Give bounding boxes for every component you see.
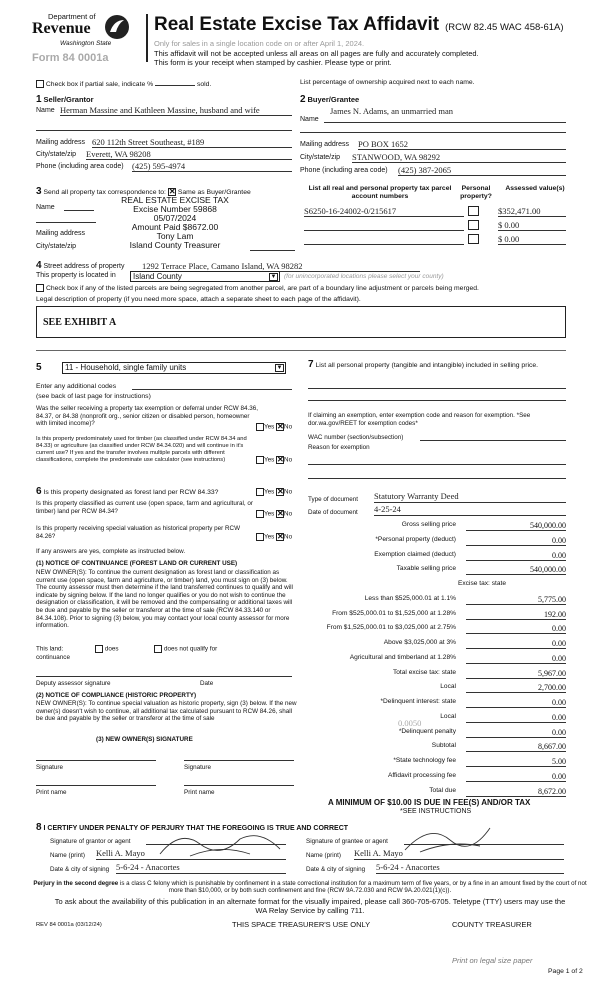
- header-sub3: This form is your receipt when stamped by cashier. Please type or print.: [154, 58, 392, 67]
- this-land-row: This land: does does not qualify for: [36, 645, 218, 653]
- tax-row-value[interactable]: 0.00: [466, 728, 566, 738]
- legal-description-box[interactable]: [36, 306, 566, 338]
- corr-name-row: Name: [36, 204, 55, 211]
- grantee-date-field[interactable]: 5-6-24 - Anacortes: [376, 864, 564, 874]
- partial-sale-checkbox[interactable]: [36, 80, 44, 88]
- section7-heading: 7 List all personal property (tangible and intangible) included in selling price.: [308, 359, 539, 370]
- seller-blank-line: [36, 130, 292, 131]
- tax-row-label: Excise tax: state: [457, 580, 506, 587]
- owner2-signature-label: Signature: [184, 764, 211, 771]
- header-divider: [146, 14, 148, 62]
- title-text: Real Estate Excise Tax Affidavit: [154, 14, 440, 35]
- q6-2-answer: Yes ✕ No: [256, 510, 292, 518]
- buyer-city-row: City/state/zip STANWOOD, WA 98292: [300, 154, 566, 161]
- chevron-down-icon: ▼: [276, 365, 283, 371]
- doc-date-row: Date of document 4-25-24: [308, 509, 566, 517]
- dept-line3: Washington State: [60, 40, 112, 47]
- q6-1-no-checkbox[interactable]: [276, 488, 284, 496]
- tax-row: [312, 669, 566, 681]
- q6-2-yes-checkbox[interactable]: [256, 510, 264, 518]
- parcel-value[interactable]: $352,471.00: [498, 206, 566, 217]
- tax-row: [312, 742, 566, 754]
- q5-2-yes-checkbox[interactable]: [256, 456, 264, 464]
- tax-row-value[interactable]: 0.00: [466, 772, 566, 782]
- grantee-sig-row: Signature of grantee or agent: [306, 838, 568, 846]
- dept-line2: Revenue: [32, 20, 91, 37]
- grantor-name-row: Name (print) Kelli A. Mayo: [50, 852, 290, 860]
- doc-type-row: Type of document Statutory Warranty Deed: [308, 496, 566, 504]
- grantee-name-row: Name (print) Kelli A. Mayo: [306, 852, 568, 860]
- tax-row-label: From $525,000.01 to $1,525,000 at 1.28%: [332, 609, 456, 617]
- notice3-title: (3) NEW OWNER(S) SIGNATURE: [96, 736, 193, 743]
- county-note: (for unincorporated locations please select your county): [284, 273, 444, 280]
- section5-num: 5: [36, 362, 42, 373]
- grantor-sig-row: Signature of grantor or agent: [50, 838, 290, 846]
- street-row: 4 Street address of property 1292 Terrace Place, Camano Island, WA 98282: [36, 260, 566, 271]
- q6-1-yes-checkbox[interactable]: [256, 488, 264, 496]
- parcel-row: [304, 206, 568, 218]
- tax-row-label: Gross selling price: [401, 521, 456, 528]
- print-legal-note: Print on legal size paper: [452, 956, 533, 965]
- tax-row: [312, 521, 566, 533]
- buyer-mailing-field[interactable]: PO BOX 1652: [358, 139, 566, 150]
- personal-property-checkbox[interactable]: [468, 234, 479, 244]
- continuance-label: continuance: [36, 654, 70, 661]
- seller-mailing-row: Mailing address 620 112th Street Southeast, #189: [36, 139, 292, 146]
- county-select[interactable]: Island County ▼: [130, 271, 280, 282]
- doc-type-field[interactable]: Statutory Warranty Deed: [374, 493, 566, 503]
- correspondence-heading: 3 Send all property tax correspondence to: ✕ Same as Buyer/Grantee: [36, 186, 298, 197]
- tax-row-label: Total due: [429, 786, 456, 794]
- tax-row-label: *Delinquent interest: state: [380, 698, 456, 705]
- deputy-date-label: Date: [200, 680, 214, 687]
- exemption-label: If claiming an exemption, enter exemption code and reason for exemption. *See dor.wa.gov/REET for exemption codes*: [308, 412, 531, 427]
- parcel-number[interactable]: [304, 220, 464, 231]
- treasurer-space: THIS SPACE TREASURER'S USE ONLY: [232, 920, 371, 929]
- tax-row-label: Affidavit processing fee: [387, 771, 456, 779]
- notice1-title: (1) NOTICE OF CONTINUANCE (FOREST LAND OR CURRENT USE): [36, 560, 238, 567]
- wac-row: WAC number (section/subsection): [308, 434, 566, 442]
- tax-row-label: Less than $525,000.01 at 1.1%: [364, 594, 456, 602]
- q5-1-answer: Yes ✕ No: [256, 423, 292, 431]
- reason-label: Reason for exemption: [308, 444, 370, 451]
- section8-heading: 8 I CERTIFY UNDER PENALTY OF PERJURY THAT THE FOREGOING IS TRUE AND CORRECT: [36, 822, 349, 833]
- tax-row-value[interactable]: 5.00: [466, 757, 566, 767]
- q5-2: Is this property predominately used for timber (as classified under RCW 84.34 and 84.33) or agriculture (as classified under RCW 84.34.020) and will continue in it's current use? If yes and the transfer involves multiple parcels with different classifications, complete the predominate use calculator (see instructions): [36, 436, 247, 463]
- parcels-personal-heading: Personal property?: [460, 185, 492, 200]
- tax-row-label: Subtotal: [431, 742, 456, 750]
- tax-row-value[interactable]: 8,672.00: [466, 787, 566, 797]
- codes-note: (see back of last page for instructions): [36, 393, 151, 400]
- codes-row: Enter any additional codes: [36, 383, 292, 390]
- q5-1-no-checkbox[interactable]: [276, 423, 284, 431]
- tax-row: [312, 639, 566, 651]
- alt-format-notice: To ask about the availability of this publication in an alternate format for the visually impaired, please call 360-705-6705. Teletype (TTY) users may use the WA Relay Service by calling 711.: [54, 897, 566, 915]
- tax-row: [312, 624, 566, 636]
- land-use-select[interactable]: 11 - Household, single family units ▼: [62, 362, 286, 374]
- owner-print-label: Print name: [36, 789, 67, 796]
- tax-row-value[interactable]: 0.00: [466, 551, 566, 561]
- parcel-number[interactable]: S6250-16-24002-0/215617: [304, 206, 464, 217]
- tax-row: [312, 772, 566, 784]
- tax-row: [312, 654, 566, 666]
- tax-row-value[interactable]: 0.00: [466, 536, 566, 546]
- dor-logo-block: [28, 12, 138, 72]
- tax-row-label: Agricultural and timberland at 1.28%: [349, 653, 456, 661]
- tax-row: [312, 610, 566, 622]
- tax-row-value[interactable]: 0.00: [466, 698, 566, 708]
- personal-property-checkbox[interactable]: [468, 220, 479, 230]
- partial-sale-row: [36, 80, 296, 88]
- q5-2-answer: Yes ✕ No: [256, 456, 292, 464]
- tax-row: [312, 713, 566, 725]
- doc-date-field[interactable]: 4-25-24: [374, 506, 566, 516]
- buyer-name-row: Name: [300, 116, 566, 123]
- parcel-number[interactable]: [304, 234, 464, 245]
- parcel-value[interactable]: $ 0.00: [498, 234, 566, 245]
- tax-row-value[interactable]: 540,000.00: [466, 521, 566, 531]
- legal-description-text: SEE EXHIBIT A: [43, 317, 117, 328]
- tax-row: [312, 787, 566, 799]
- tax-row-value[interactable]: 0.00: [466, 654, 566, 664]
- parcel-row: [304, 234, 568, 246]
- grantor-date-field[interactable]: 5-6-24 - Anacortes: [116, 864, 286, 874]
- section-divider: [36, 350, 566, 351]
- grantee-name-field[interactable]: Kelli A. Mayo: [354, 850, 564, 860]
- tax-row: [312, 683, 566, 695]
- form-number: Form 84 0001a: [32, 52, 109, 64]
- tax-row-value[interactable]: 0.00: [466, 713, 566, 723]
- partial-sale-sold: sold.: [196, 80, 212, 88]
- buyer-phone-row: Phone (including area code) (425) 387-2065: [300, 167, 566, 174]
- tax-row-label: Above $3,025,000 at 3%: [383, 639, 456, 646]
- q5-1-yes-checkbox[interactable]: [256, 423, 264, 431]
- minimum-notice: A MINIMUM OF $10.00 IS DUE IN FEE(S) AND/OR TAX: [328, 798, 531, 807]
- buyer-name-field[interactable]: James N. Adams, an unmarried man: [330, 106, 453, 116]
- tax-row-label: Exemption claimed (deduct): [374, 550, 456, 558]
- seller-phone-row: Phone (including area code) (425) 595-4974: [36, 163, 292, 170]
- page-number: Page 1 of 2: [548, 968, 583, 975]
- owner2-print-label: Print name: [184, 789, 215, 796]
- tax-row-value[interactable]: 540,000.00: [466, 565, 566, 575]
- seller-city-field[interactable]: Everett, WA 98208: [86, 149, 292, 160]
- q6-3-yes-checkbox[interactable]: [256, 533, 264, 541]
- rev-number: REV 84 0001a (03/12/24): [36, 922, 102, 928]
- county-row: This property is located in: [36, 272, 116, 279]
- corr-mailing-row: Mailing address: [36, 230, 86, 237]
- tax-row-value[interactable]: 8,667.00: [466, 742, 566, 752]
- tax-row-value[interactable]: 5,775.00: [466, 595, 566, 605]
- grantor-date-row: Date & city of signing 5-6-24 - Anacortes: [50, 866, 290, 874]
- tax-row-label: From $1,525,000.01 to $3,025,000 at 2.75%: [326, 624, 456, 632]
- chevron-down-icon: ▼: [270, 274, 277, 280]
- tax-row-value[interactable]: 0.00: [466, 624, 566, 634]
- tax-row-label: *Delinquent penalty: [398, 727, 456, 735]
- header-sub2: This affidavit will not be accepted unless all areas on all pages are fully and accurately completed.: [154, 49, 479, 58]
- tax-row: [312, 698, 566, 710]
- tax-row-value[interactable]: 5,967.00: [466, 669, 566, 679]
- seller-mailing-field[interactable]: 620 112th Street Southeast, #189: [92, 137, 292, 148]
- parcel-row: [304, 220, 568, 232]
- tax-row: [312, 580, 566, 592]
- segregate-checkbox[interactable]: [36, 284, 44, 292]
- buyer-phone-field[interactable]: (425) 387-2065: [398, 165, 566, 176]
- deputy-label: Deputy assessor signature: [36, 680, 111, 687]
- grantor-name-field[interactable]: Kelli A. Mayo: [96, 850, 286, 860]
- header-sub1: Only for sales in a single location code on or after April 1, 2024.: [154, 39, 365, 48]
- ownership-note: List percentage of ownership acquired next to each name.: [300, 79, 475, 86]
- legal-label: Legal description of property (if you need more space, attach a separate sheet to each page of the affidavit).: [36, 296, 361, 303]
- tax-row-label: Total excise tax: state: [392, 668, 456, 676]
- seller-name-field[interactable]: Herman Massine and Kathleen Massine, husband and wife: [60, 105, 292, 116]
- does-not-checkbox[interactable]: [154, 645, 162, 653]
- seller-phone-field[interactable]: (425) 595-4974: [132, 161, 292, 172]
- notice2-title: (2) NOTICE OF COMPLIANCE (HISTORIC PROPERTY): [36, 692, 197, 699]
- street-address-field[interactable]: 1292 Terrace Place, Camano Island, WA 98282: [142, 261, 420, 272]
- does-checkbox[interactable]: [95, 645, 103, 653]
- corr-city-row: City/state/zip: [36, 243, 77, 250]
- parcels-assessed-heading: Assessed value(s): [505, 185, 565, 192]
- buyer-blank-line: [300, 132, 566, 133]
- form-title: [154, 14, 564, 36]
- dor-logo-icon: [104, 14, 130, 40]
- section6-note: If any answers are yes, complete as instructed below.: [36, 548, 186, 555]
- deputy-signature-line[interactable]: [36, 676, 292, 677]
- see-instructions: *SEE INSTRUCTIONS: [400, 808, 472, 815]
- tax-row: [312, 757, 566, 769]
- dept-line1: Department of: [48, 12, 96, 21]
- seller-name-row: Name Herman Massine and Kathleen Massine, husband and wife: [36, 107, 292, 114]
- tax-row: [312, 728, 566, 740]
- local-rate: 0.0050: [398, 718, 422, 728]
- buyer-city-field[interactable]: STANWOOD, WA 98292: [352, 152, 566, 163]
- q6-3-no-checkbox[interactable]: [276, 533, 284, 541]
- tax-row-label: Local: [440, 683, 456, 691]
- q6-1: 6 Is this property designated as forest land per RCW 84.33?: [36, 486, 219, 497]
- seller-heading: 1 Seller/Grantor: [36, 94, 94, 105]
- personal-property-checkbox[interactable]: [468, 206, 479, 216]
- grantee-date-row: Date & city of signing 5-6-24 - Anacortes: [306, 866, 568, 874]
- segregate-row: Check box if any of the listed parcels are being segregated from another parcel, are part of a boundary line adjustment or parcels being merged.: [36, 284, 576, 292]
- tax-row-label: *State technology fee: [393, 757, 456, 764]
- tax-row: [312, 595, 566, 607]
- title-ref: (RCW 82.45 WAC 458-61A): [445, 22, 564, 33]
- parcels-heading: List all real and personal property tax parcel account numbers: [308, 185, 452, 200]
- county-treasurer: COUNTY TREASURER: [452, 920, 532, 929]
- corr-blank-line: [36, 222, 96, 223]
- q5-2-no-checkbox[interactable]: [276, 456, 284, 464]
- notice1-text: NEW OWNER(S): To continue the current designation as forest land or classification as current use (open space, farm and agriculture, or timber) land, you must sign on (3) below. The county assessor must then determine if the land transferred continues to qualify and will indicate by signing below. If the land no longer qualifies or you do not wish to continue the designation or classification, it will be removed and the compensating or additional taxes will be due and payable by the seller or transferor at the time of sale (RCW 84.33.140 or 84.34.108). Prior to signing (3) below, you may contact your local county assessor for more information.: [36, 569, 293, 630]
- buyer-heading: 2 Buyer/Grantee: [300, 94, 360, 105]
- tax-row-value[interactable]: 192.00: [466, 610, 566, 620]
- buyer-mailing-row: Mailing address PO BOX 1652: [300, 141, 566, 148]
- q6-3: Is this property receiving special valuation as historical property per RCW 84.26?: [36, 525, 241, 540]
- tax-row: [312, 536, 566, 548]
- treasurer-stamp: REAL ESTATE EXCISE TAX Excise Number 59868 05/07/2024 Amount Paid $8672.00 Tony Lam Island County Treasurer: [121, 195, 229, 250]
- q6-2: Is this property classified as current use (open space, farm and agricultural, or timber) land per RCW 84.34?: [36, 500, 253, 515]
- seller-city-row: City/state/zip Everett, WA 98208: [36, 151, 292, 158]
- q5-1: Was the seller receiving a property tax exemption or deferral under RCW 84.36, 84.37, or 84.38 (nonprofit org., senior citizen or disabled person, homeowner with limited income)?: [36, 405, 259, 428]
- tax-row-value[interactable]: 2,700.00: [466, 683, 566, 693]
- parcel-value[interactable]: $ 0.00: [498, 220, 566, 231]
- owner-signature-label: Signature: [36, 764, 63, 771]
- q6-3-answer: Yes ✕ No: [256, 533, 292, 541]
- partial-sale-label: Check box if partial sale, indicate %: [45, 80, 154, 88]
- tax-row: [312, 551, 566, 563]
- perjury-notice: Perjury in the second degree is a class C felony which is punishable by confinement in a state correctional institution for a maximum term of five years, or by a fine in an amount fixed by the court of not more than $10,000, or by both such confinement and fine (RCW 9A.72.030 and RCW 9A.20.021(1)(c)).: [33, 880, 587, 895]
- corr-right-line: [250, 250, 295, 251]
- tax-row-label: Local: [440, 712, 456, 720]
- tax-row-label: *Personal property (deduct): [375, 535, 456, 543]
- q6-1-answer: Yes ✕ No: [256, 488, 292, 496]
- notice2-text: NEW OWNER(S): To continue special valuation as historic property, sign (3) below. If the new owner(s) doesn't wish to continue, all additional tax calculated pursuant to RCW 84.26, shall be due and payable by the seller or transferor at the time of sale: [36, 700, 297, 723]
- q6-2-no-checkbox[interactable]: [276, 510, 284, 518]
- tax-row-label: Taxable selling price: [396, 565, 456, 573]
- tax-row-value[interactable]: 0.00: [466, 639, 566, 649]
- tax-row: [312, 565, 566, 577]
